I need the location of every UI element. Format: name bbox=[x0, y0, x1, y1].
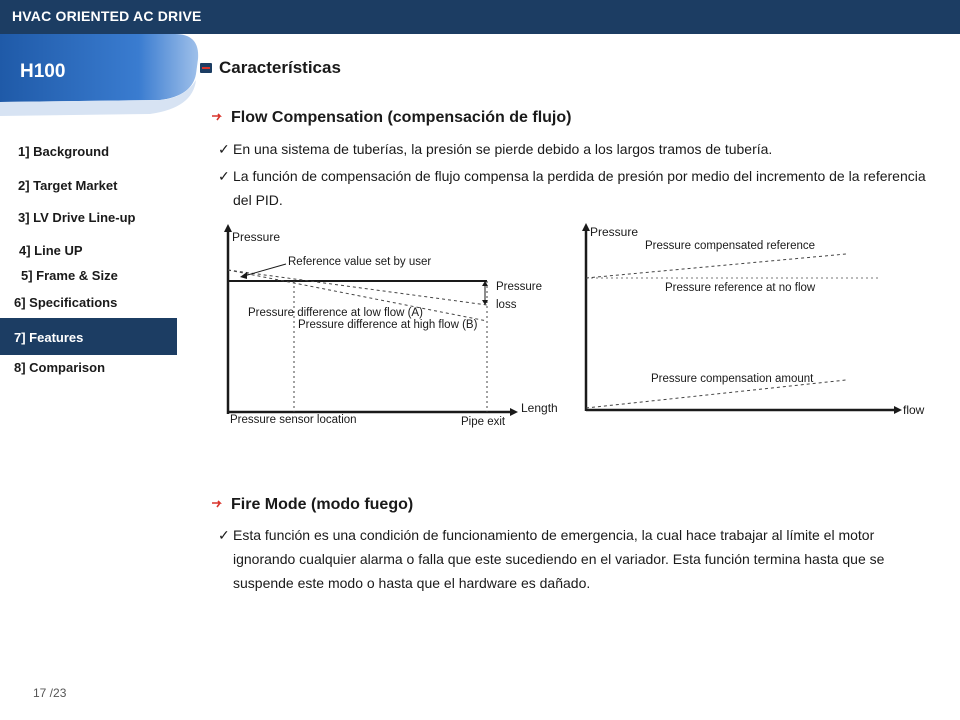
arrow-icon bbox=[212, 113, 222, 123]
loss-label-2: loss bbox=[496, 299, 517, 311]
nav-item-lv-drive-lineup[interactable]: 3] LV Drive Line-up bbox=[18, 210, 136, 225]
reference-label: Reference value set by user bbox=[288, 256, 432, 268]
compensated-reference-line bbox=[586, 254, 846, 278]
diff-low-label: Pressure difference at low flow (A) bbox=[248, 307, 423, 319]
pipe-exit-label: Pipe exit bbox=[461, 416, 506, 428]
section-title: Características bbox=[219, 58, 341, 77]
loss-label-1: Pressure bbox=[496, 281, 543, 293]
nav-item-comparison[interactable]: 8] Comparison bbox=[14, 360, 106, 375]
sensor-label: Pressure sensor location bbox=[230, 414, 357, 426]
nav-item-background[interactable]: 1] Background bbox=[18, 144, 110, 159]
page-number: 17 /23 bbox=[33, 686, 67, 700]
comp-amount-label: Pressure compensation amount bbox=[651, 373, 814, 385]
fire-title: Fire Mode (modo fuego) bbox=[231, 496, 414, 513]
diff-high-label: Pressure difference at high flow (B) bbox=[298, 319, 478, 331]
flow-bullet-1: ✓ En una sistema de tuberías, la presión se pierde debido a los largos tramos de tubería. bbox=[218, 137, 938, 161]
nav-item-target-market[interactable]: 2] Target Market bbox=[18, 178, 118, 193]
nav-item-specifications[interactable]: 6] Specifications bbox=[14, 295, 118, 310]
x-axis-label: flow bbox=[903, 403, 925, 417]
nav-item-line-up[interactable]: 4] Line UP bbox=[19, 243, 83, 258]
top-header-bar bbox=[0, 0, 960, 34]
compensated-ref-label: Pressure compensated reference bbox=[645, 240, 816, 252]
y-axis-label: Pressure bbox=[232, 230, 281, 244]
section-heading bbox=[200, 58, 341, 78]
check-icon: ✓ bbox=[218, 527, 230, 543]
nav-item-frame-size[interactable]: 5] Frame & Size bbox=[21, 268, 118, 283]
header-title: HVAC ORIENTED AC DRIVE bbox=[12, 8, 202, 24]
flow-heading bbox=[212, 109, 571, 127]
check-icon: ✓ bbox=[218, 168, 230, 184]
low-flow-pressure-line bbox=[228, 270, 487, 305]
pressure-compensation-diagram bbox=[578, 220, 938, 420]
fire-heading bbox=[212, 496, 413, 514]
check-icon: ✓ bbox=[218, 141, 230, 157]
pressure-loss-diagram bbox=[220, 222, 565, 432]
flow-title: Flow Compensation (compensación de flujo) bbox=[231, 109, 572, 126]
fire-bullet-1: ✓ Esta función es una condición de funcionamiento de emergencia, la cual hace trabajar al límite el motor ignorando cualquier alarma o falla que este sucediendo en el variador. Esta función termina hasta que se suspende este modo o hasta que el hardware es dañado. bbox=[218, 523, 938, 595]
y-axis-label: Pressure bbox=[590, 225, 639, 239]
ref-no-flow-label: Pressure reference at no flow bbox=[665, 282, 816, 294]
reference-pointer bbox=[244, 264, 286, 276]
flow-bullet-2: ✓ La función de compensación de flujo compensa la perdida de presión por medio del incremento de la referencia del PID. bbox=[218, 164, 938, 212]
x-axis-label: Length bbox=[521, 401, 558, 415]
product-title: H100 bbox=[20, 61, 66, 82]
section-icon bbox=[200, 63, 212, 73]
arrow-icon bbox=[212, 500, 222, 510]
nav-item-features[interactable]: 7] Features bbox=[0, 318, 177, 355]
